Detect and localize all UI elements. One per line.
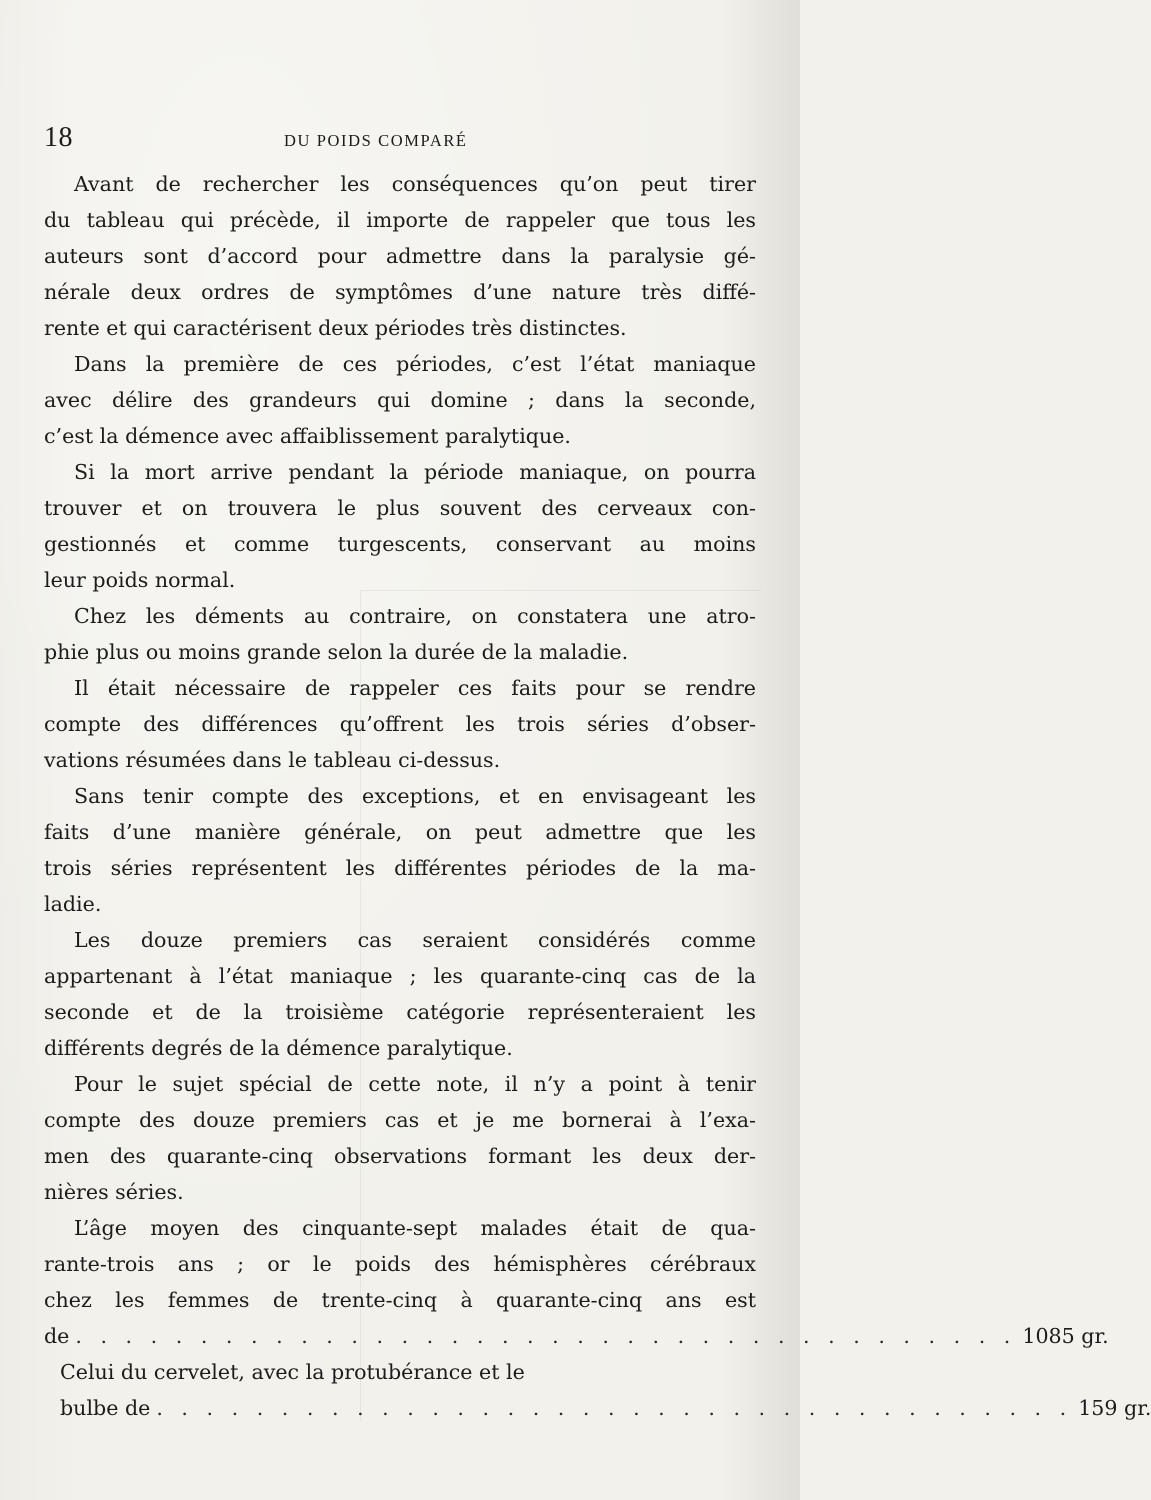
dot-leader: . . . . . . . . . . . . . . . . . . . . . . . . . . . . . . . . . . . . . [156,1396,1073,1420]
text-line: c’est la démence avec affaiblissement paralytique. [44,424,571,448]
leader-line-hemispheres [44,1318,1109,1354]
text-line: appartenant à l’état maniaque ; les quarante-cinq cas de la [44,964,756,988]
text-line: L’âge moyen des cinquante-sept malades était de qua- [74,1216,756,1240]
text-line: trouver et on trouvera le plus souvent des cerveaux con- [44,496,756,520]
text-line: nérale deux ordres de symptômes d’une nature très diffé- [44,280,756,304]
text-line: nières séries. [44,1180,184,1204]
text-line: phie plus ou moins grande selon la durée de la maladie. [44,640,629,664]
text-line: ladie. [44,892,102,916]
text-line: men des quarante-cinq observations formant les deux der- [44,1144,756,1168]
text-line: différents degrés de la démence paralytique. [44,1036,513,1060]
text-line: seconde et de la troisième catégorie représenteraient les [44,1000,756,1024]
text-line: vations résumées dans le tableau ci-dessus. [44,748,501,772]
text-line: trois séries représentent les différentes périodes de la ma- [44,856,756,880]
text-line: Les douze premiers cas seraient considérés comme [74,928,756,952]
running-head: DU POIDS COMPARÉ [284,131,468,150]
text-line: compte des douze premiers cas et je me bornerai à l’exa- [44,1108,756,1132]
text-line: Il était nécessaire de rappeler ces faits pour se rendre [74,676,756,700]
text-line: gestionnés et comme turgescents, conservant au moins [44,532,756,556]
text-line: Avant de rechercher les conséquences qu’on peut tirer [74,172,756,196]
leader-line-cervelet [44,1390,1151,1426]
text-line: compte des différences qu’offrent les trois séries d’obser- [44,712,756,736]
weight-value: 1085 gr. [1022,1324,1109,1348]
text-line: rente et qui caractérisent deux périodes très distinctes. [44,316,627,340]
text-line: chez les femmes de trente-cinq à quarante-cinq ans est [44,1288,756,1312]
text-line: rante-trois ans ; or le poids des hémisphères cérébraux [44,1252,756,1276]
text-line: avec délire des grandeurs qui domine ; dans la seconde, [44,388,756,412]
text-line: Chez les déments au contraire, on constatera une atro- [74,604,756,628]
body-text [44,166,1151,1426]
text-line: auteurs sont d’accord pour admettre dans la paralysie gé- [44,244,756,268]
dot-leader: . . . . . . . . . . . . . . . . . . . . . . . . . . . . . . . . . . . . . . [75,1324,1017,1348]
text-line: Dans la première de ces périodes, c’est l’état maniaque [74,352,756,376]
weight-value: 159 gr. [1078,1396,1151,1420]
text-line: Sans tenir compte des exceptions, et en envisageant les [74,784,756,808]
page-number: 18 [44,122,73,153]
leader-label: de [44,1324,70,1348]
text-line: leur poids normal. [44,568,236,592]
text-line: faits d’une manière générale, on peut admettre que les [44,820,756,844]
leader-label: bulbe de [60,1396,151,1420]
text-line: Celui du cervelet, avec la protubérance et le [60,1360,525,1384]
text-line: Si la mort arrive pendant la période maniaque, on pourra [74,460,756,484]
text-line: du tableau qui précède, il importe de rappeler que tous les [44,208,756,232]
page-header [44,122,756,162]
text-line: Pour le sujet spécial de cette note, il n’y a point à tenir [74,1072,756,1096]
